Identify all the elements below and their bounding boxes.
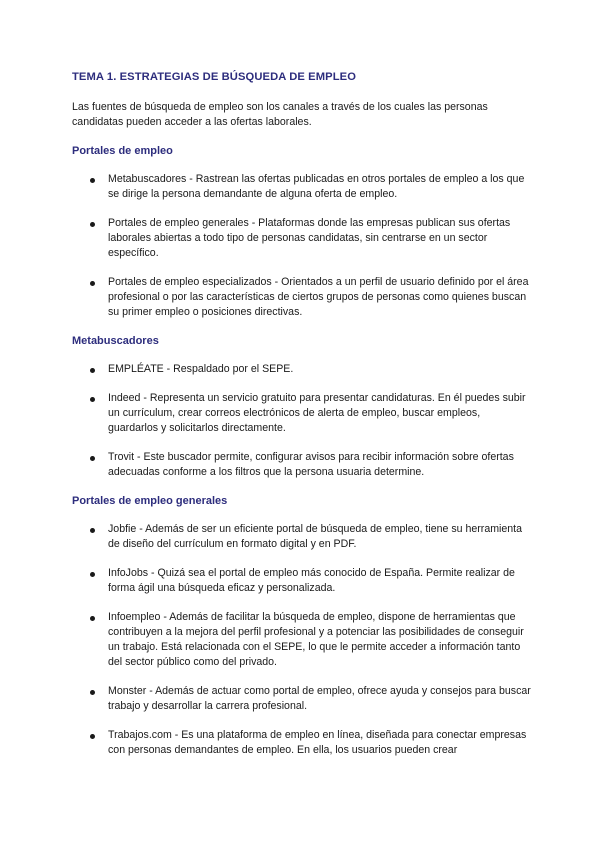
bullet-icon bbox=[90, 368, 95, 373]
list-item bbox=[72, 522, 532, 552]
bullet-icon bbox=[90, 281, 95, 286]
list-item-text: InfoJobs - Quizá sea el portal de empleo más conocido de España. Permite realizar de forma ágil una búsqueda eficaz y personalizada. bbox=[108, 567, 515, 594]
list-item-text: Monster - Además de actuar como portal de empleo, ofrece ayuda y consejos para buscar trabajo y desarrollar la carrera profesional. bbox=[108, 685, 531, 712]
list-item bbox=[72, 391, 532, 436]
list-item-text: EMPLÉATE - Respaldado por el SEPE. bbox=[108, 363, 294, 375]
bullet-icon bbox=[90, 616, 95, 621]
section-portales-de-empleo-generales bbox=[72, 494, 532, 758]
list-item-text: Trovit - Este buscador permite, configurar avisos para recibir información sobre ofertas adecuadas conforme a los filtros que la persona usuaria determine. bbox=[108, 451, 514, 478]
list-item-text: Portales de empleo especializados - Orientados a un perfil de usuario definido por el área profesional o por las características de ciertos grupos de personas como quienes buscan su primer empleo o posiciones directivas. bbox=[108, 276, 529, 318]
bullet-icon bbox=[90, 572, 95, 577]
bullet-icon bbox=[90, 528, 95, 533]
list-item bbox=[72, 610, 532, 670]
list-item-text: Portales de empleo generales - Plataformas donde las empresas publican sus ofertas laborales abiertas a todo tipo de personas candidatas, sin centrarse en un sector específico. bbox=[108, 217, 511, 259]
list-item bbox=[72, 362, 532, 377]
section-heading: Portales de empleo generales bbox=[72, 495, 228, 507]
list-item bbox=[72, 728, 532, 758]
list-item-text: Metabuscadores - Rastrean las ofertas publicadas en otros portales de empleo a los que se dirige la persona demandante de alguna oferta de empleo. bbox=[108, 173, 525, 200]
list-item-text: Indeed - Representa un servicio gratuito para presentar candidaturas. En él puedes subir un currículum, crear correos electrónicos de alerta de empleo, buscar empleos, guardarlos y solicitarlos directamente. bbox=[108, 392, 526, 434]
bullet-icon bbox=[90, 734, 95, 739]
document-page bbox=[72, 70, 532, 772]
list-item bbox=[72, 566, 532, 596]
section-metabuscadores bbox=[72, 334, 532, 480]
list-item-text: Trabajos.com - Es una plataforma de empleo en línea, diseñada para conectar empresas con personas demandantes de empleo. En ella, los usuarios pueden crear bbox=[108, 729, 527, 756]
list-item bbox=[72, 172, 532, 202]
bullet-icon bbox=[90, 178, 95, 183]
list-item bbox=[72, 450, 532, 480]
bullet-icon bbox=[90, 397, 95, 402]
bullet-icon bbox=[90, 456, 95, 461]
list-item-text: Jobfie - Además de ser un eficiente portal de búsqueda de empleo, tiene su herramienta de diseño del currículum en formato digital y en PDF. bbox=[108, 523, 523, 550]
list-item-text: Infoempleo - Además de facilitar la búsqueda de empleo, dispone de herramientas que contribuyen a la mejora del perfil profesional y a potenciar las posibilidades de conseguir un trabajo. Está relacionada con el SEPE, lo que le permite acceder a información tanto del sector público como del privado. bbox=[108, 611, 524, 668]
bullet-list bbox=[72, 362, 532, 480]
bullet-icon bbox=[90, 222, 95, 227]
section-heading: Metabuscadores bbox=[72, 335, 159, 347]
bullet-list bbox=[72, 172, 532, 320]
intro-paragraph: Las fuentes de búsqueda de empleo son los canales a través de los cuales las personas candidatas pueden acceder a las ofertas laborales. bbox=[72, 101, 488, 128]
bullet-list bbox=[72, 522, 532, 758]
document-title: TEMA 1. ESTRATEGIAS DE BÚSQUEDA DE EMPLEO bbox=[72, 71, 357, 83]
list-item bbox=[72, 275, 532, 320]
section-portales-de-empleo bbox=[72, 144, 532, 320]
section-heading: Portales de empleo bbox=[72, 145, 173, 157]
bullet-icon bbox=[90, 690, 95, 695]
list-item bbox=[72, 216, 532, 261]
list-item bbox=[72, 684, 532, 714]
